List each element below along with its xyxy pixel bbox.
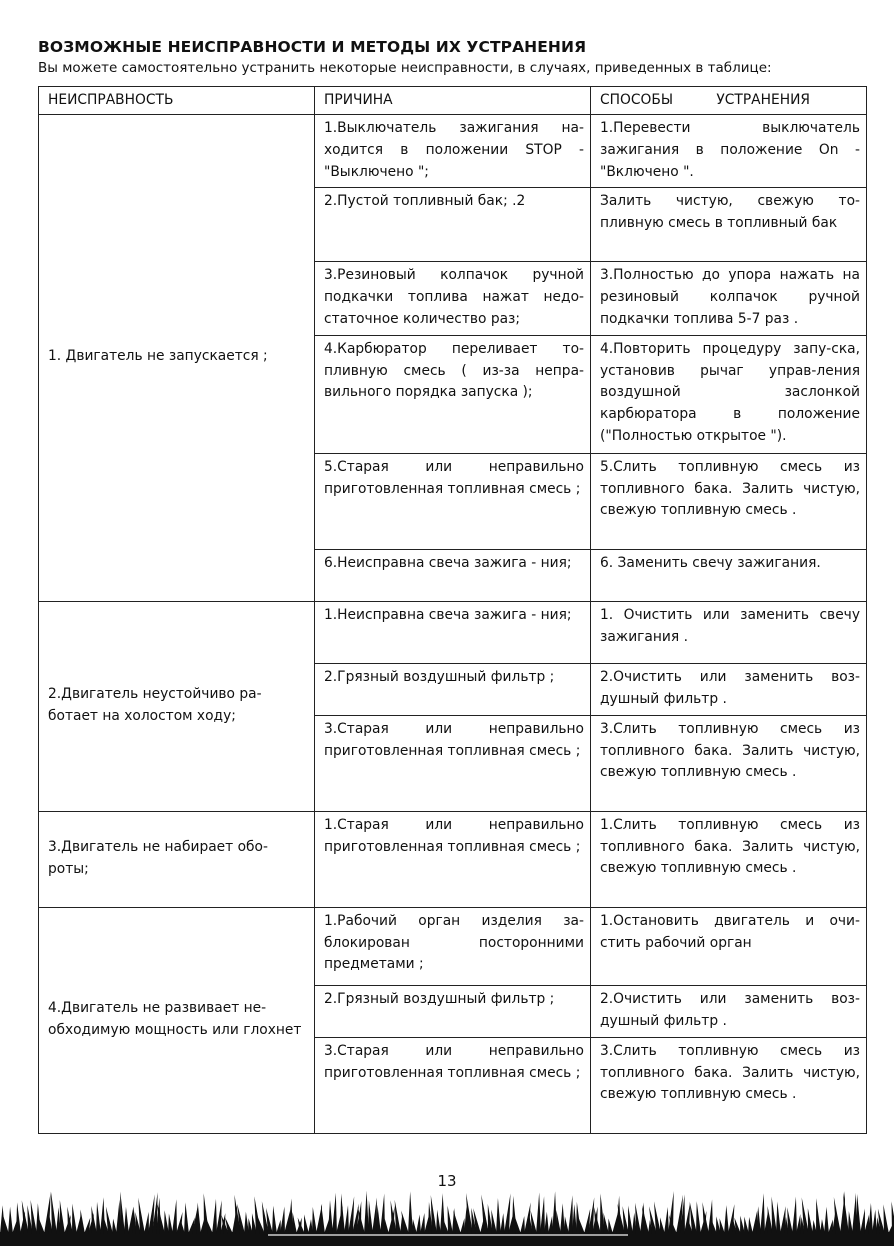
fault-cell: 4.Двигатель не развивает не-обходимую мощность или глохнет <box>39 907 315 1133</box>
fault-cell: 3.Двигатель не набирает обо-роты; <box>39 811 315 907</box>
cause-cell: 2.Грязный воздушный фильтр ; <box>315 663 591 715</box>
cause-cell: 5.Старая или неправильно приготовленная топливная смесь ; <box>315 453 591 549</box>
fault-cell: 1. Двигатель не запускается ; <box>39 115 315 602</box>
header-fix <box>591 87 867 115</box>
fix-cell: Залить чистую, свежую то-пливную смесь в топливный бак <box>591 188 867 262</box>
table-row <box>39 115 867 188</box>
fix-cell: 3.Слить топливную смесь из топливного бака. Залить чистую, свежую топливную смесь . <box>591 1037 867 1133</box>
page-title: ВОЗМОЖНЫЕ НЕИСПРАВНОСТИ И МЕТОДЫ ИХ УСТРАНЕНИЯ <box>38 38 587 56</box>
cause-cell: 1.Неисправна свеча зажига - ния; <box>315 601 591 663</box>
cause-cell: 2.Грязный воздушный фильтр ; <box>315 985 591 1037</box>
table-row <box>39 907 867 985</box>
cause-cell: 3.Резиновый колпачок ручной подкачки топлива нажат недо-статочное количество раз; <box>315 262 591 335</box>
cause-cell: 3.Старая или неправильно приготовленная топливная смесь ; <box>315 715 591 811</box>
fix-cell: 5.Слить топливную смесь из топливного бака. Залить чистую, свежую топливную смесь . <box>591 453 867 549</box>
cause-cell: 6.Неисправна свеча зажига - ния; <box>315 549 591 601</box>
header-fix-a: СПОСОБЫ <box>600 92 673 108</box>
page-number: 13 <box>437 1172 457 1190</box>
troubleshooting-table <box>38 86 867 1134</box>
fix-cell: 1. Очистить или заменить свечу зажигания . <box>591 601 867 663</box>
fix-cell: 2.Очистить или заменить воз-душный фильтр . <box>591 985 867 1037</box>
cause-cell: 1.Рабочий орган изделия за-блокирован посторонними предметами ; <box>315 907 591 985</box>
table-row <box>39 811 867 907</box>
fix-cell: 1.Перевести выключатель зажигания в положение On - "Включено ". <box>591 115 867 188</box>
fix-cell: 6. Заменить свечу зажигания. <box>591 549 867 601</box>
header-fault: НЕИСПРАВНОСТЬ <box>39 87 315 115</box>
table-body <box>39 115 867 1134</box>
fault-cell: 2.Двигатель неустойчиво ра-ботает на холостом ходу; <box>39 601 315 811</box>
fix-cell: 4.Повторить процедуру запу-ска, установив рычаг управ-ления воздушной заслонкой карбюратора в положение ("Полностью открытое "). <box>591 335 867 453</box>
cause-cell: 3.Старая или неправильно приготовленная топливная смесь ; <box>315 1037 591 1133</box>
fix-cell: 3.Слить топливную смесь из топливного бака. Залить чистую, свежую топливную смесь . <box>591 715 867 811</box>
fix-cell: 1.Слить топливную смесь из топливного бака. Залить чистую, свежую топливную смесь . <box>591 811 867 907</box>
cause-cell: 1.Выключатель зажигания на-ходится в положении STOP - "Выключено "; <box>315 115 591 188</box>
grass-footer-decoration <box>0 1190 894 1246</box>
fix-cell: 2.Очистить или заменить воз-душный фильтр . <box>591 663 867 715</box>
header-cause: ПРИЧИНА <box>315 87 591 115</box>
header-fix-b: УСТРАНЕНИЯ <box>716 92 810 108</box>
cause-cell: 4.Карбюратор переливает то-пливную смесь ( из-за непра-вильного порядка запуска ); <box>315 335 591 453</box>
table-header-row <box>39 87 867 115</box>
fix-cell: 1.Остановить двигатель и очи-стить рабочий орган <box>591 907 867 985</box>
fix-cell: 3.Полностью до упора нажать на резиновый колпачок ручной подкачки топлива 5-7 раз . <box>591 262 867 335</box>
cause-cell: 1.Старая или неправильно приготовленная топливная смесь ; <box>315 811 591 907</box>
page-subtitle: Вы можете самостоятельно устранить некоторые неисправности, в случаях, приведенных в таблице: <box>38 60 772 76</box>
cause-cell: 2.Пустой топливный бак; .2 <box>315 188 591 262</box>
table-row <box>39 601 867 663</box>
